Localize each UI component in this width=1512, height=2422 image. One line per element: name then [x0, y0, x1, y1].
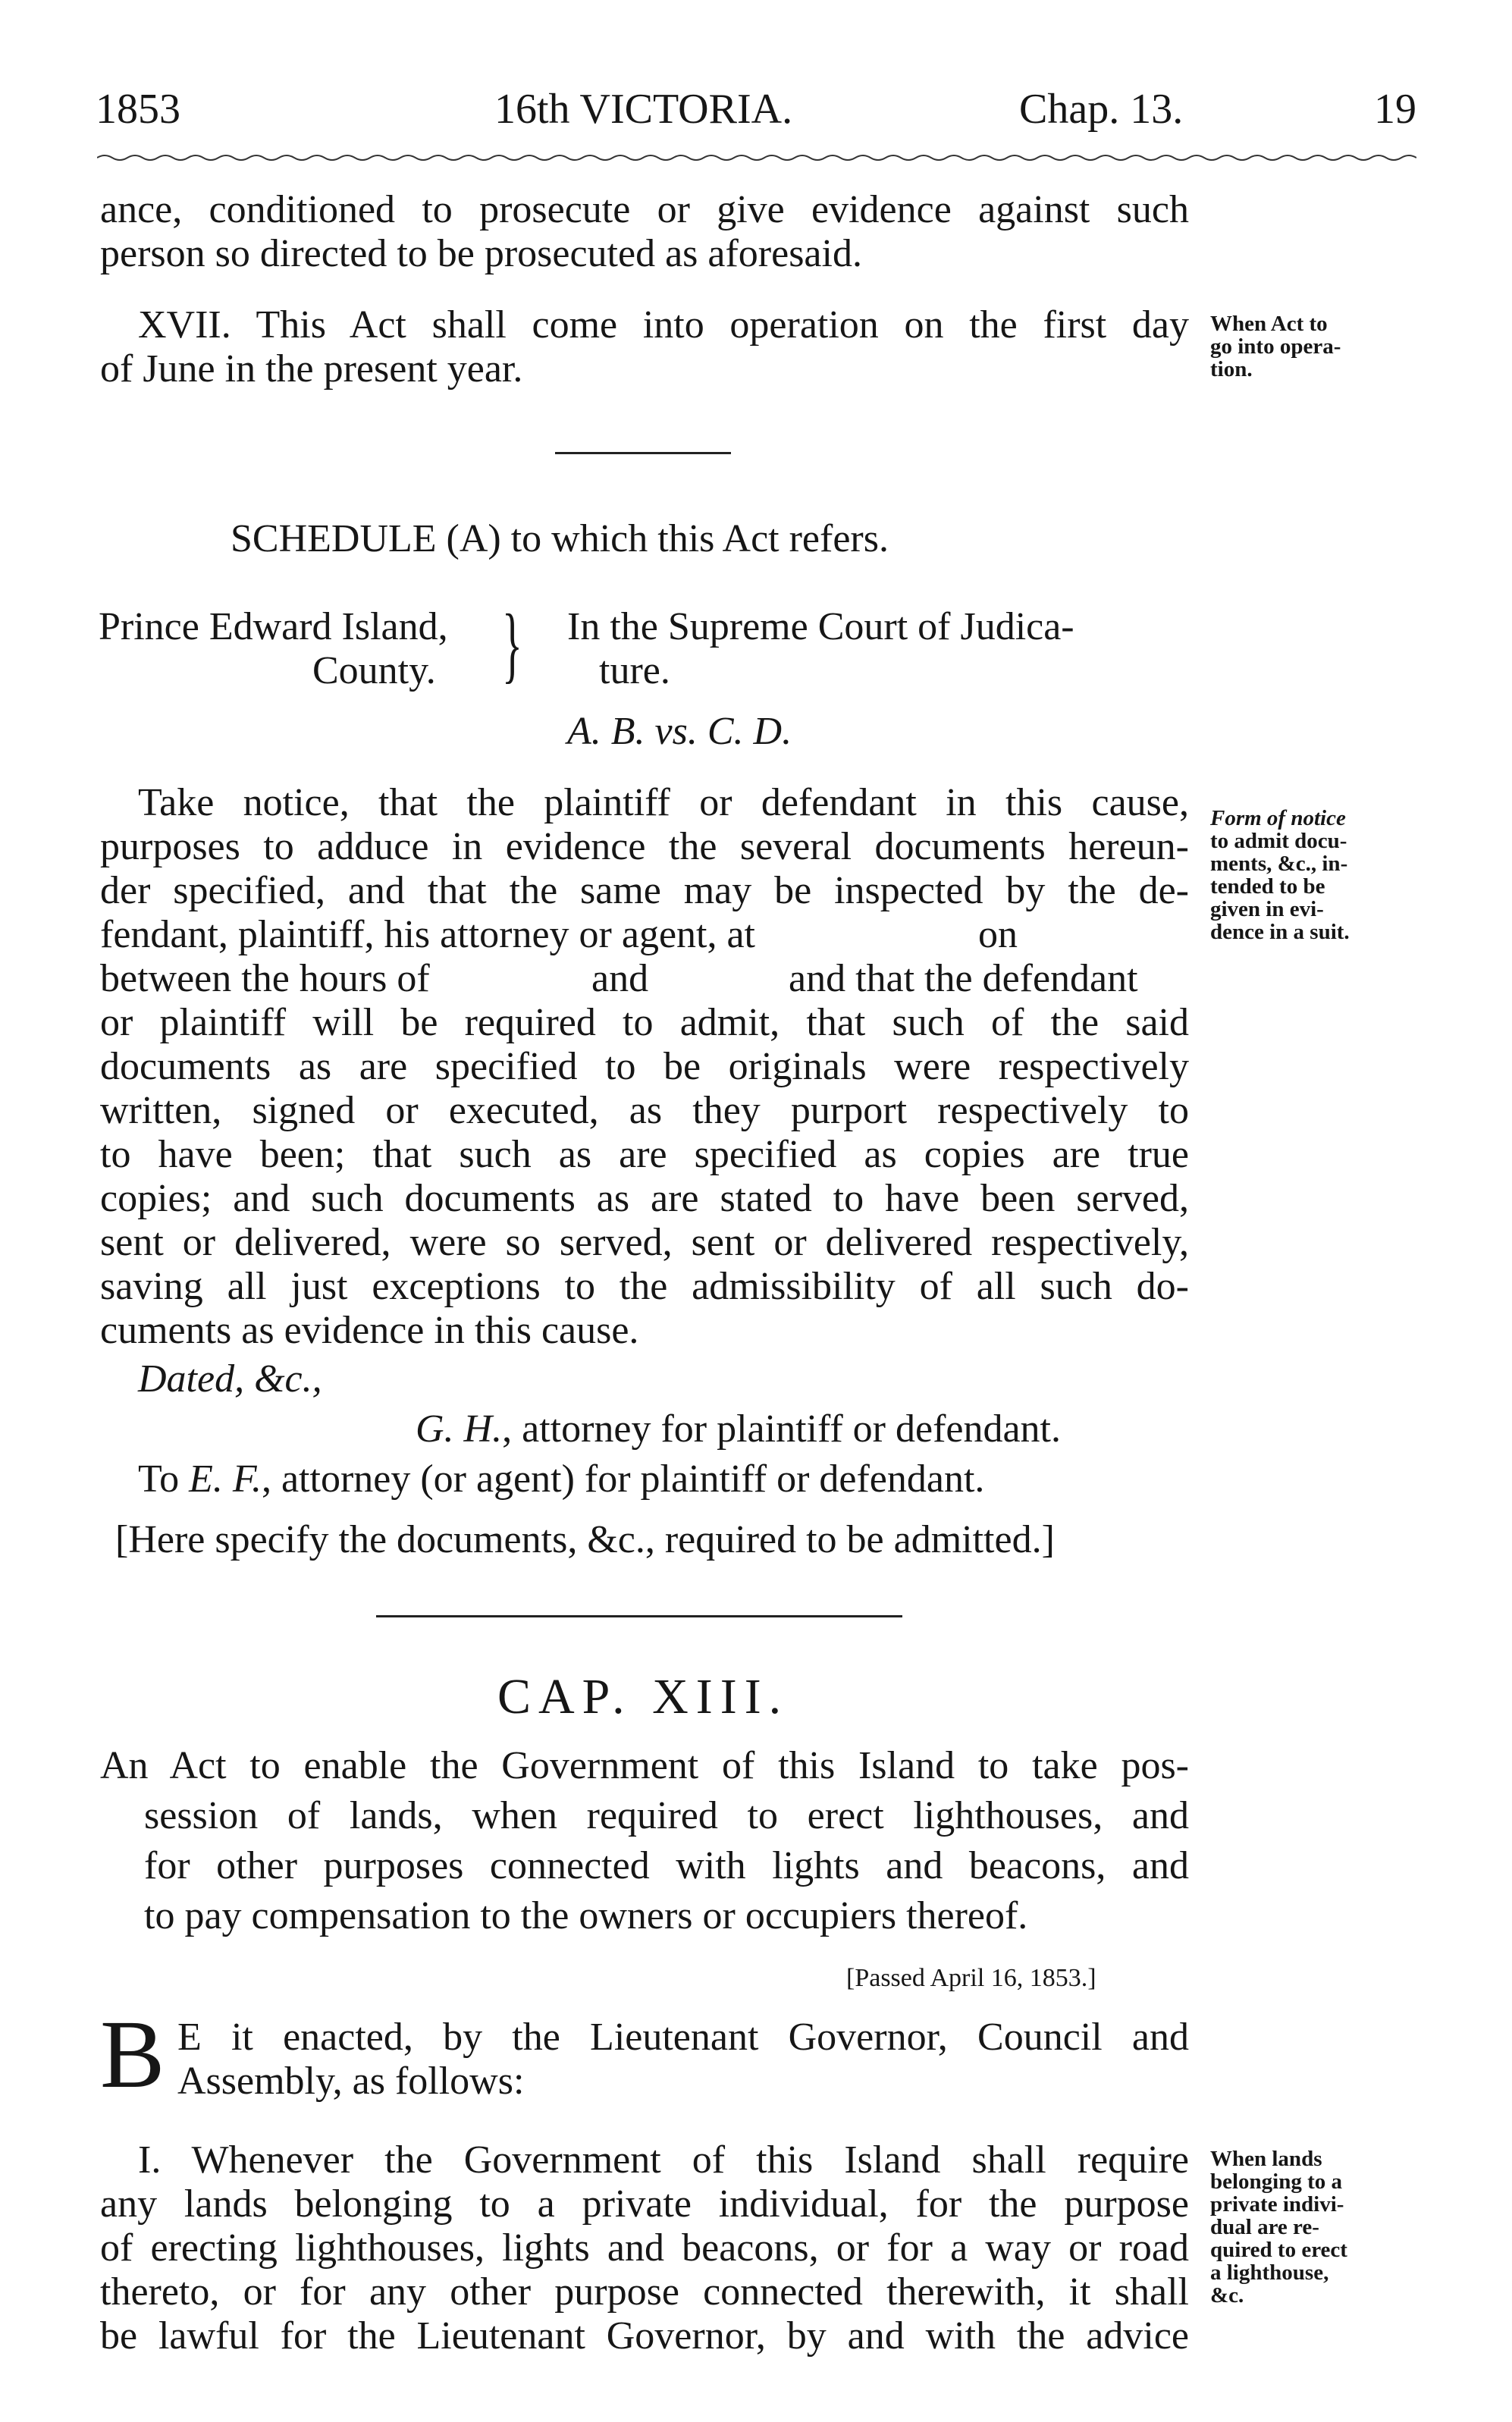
header-wavy-rule [97, 152, 1416, 164]
addressee-line: To E. F., attorney (or agent) for plaintiff or defendant. [138, 1457, 985, 1501]
chapter-title-line: for other purposes connected with lights and beacons, and [144, 1844, 1189, 1887]
notice-line: der specified, and that the same may be inspected by the de- [100, 869, 1189, 912]
section-i-line: I. Whenever the Government of this Island shall require [138, 2138, 1189, 2182]
notice-line: or plaintiff will be required to admit, that such of the said [100, 1001, 1189, 1044]
notice-line-blank-and: and [591, 957, 649, 1000]
notice-line: written, signed or executed, as they purport respectively to [100, 1089, 1189, 1132]
chapter-title-line: An Act to enable the Government of this Island to take pos- [100, 1744, 1189, 1787]
chapter-title-line: to pay compensation to the owners or occupiers thereof. [144, 1894, 1028, 1937]
chapter-heading: CAP. XIII. [497, 1669, 789, 1724]
section-xvii-line-2: of June in the present year. [100, 347, 523, 391]
venue-brace: } [502, 598, 522, 692]
instruction-line: [Here specify the documents, &c., required to be admitted.] [115, 1518, 1055, 1561]
dated-line: Dated, &c., [138, 1357, 322, 1401]
venue-county: County. [312, 649, 436, 692]
enacting-drop-cap: B [100, 2000, 165, 2108]
section-divider [376, 1615, 902, 1617]
notice-line: sent or delivered, were so served, sent or delivered respectively, [100, 1221, 1189, 1264]
notice-line: purposes to adduce in evidence the several documents hereun- [100, 825, 1189, 868]
notice-line: documents as are specified to be originals were respectively [100, 1045, 1189, 1088]
notice-line-blank-on: on [978, 913, 1018, 956]
continuation-line-2: person so directed to be prosecuted as aforesaid. [100, 232, 862, 275]
venue-court: In the Supreme Court of Judica- [567, 605, 1074, 648]
enacting-line-2: Assembly, as follows: [177, 2060, 525, 2103]
venue-province: Prince Edward Island, [99, 605, 448, 648]
header-page-number: 19 [1374, 86, 1416, 133]
notice-line: fendant, plaintiff, his attorney or agent, at [100, 913, 755, 956]
section-i-line: of erecting lighthouses, lights and beacons, or for a way or road [100, 2226, 1189, 2270]
header-year: 1853 [96, 86, 180, 133]
header-reign: 16th VICTORIA. [494, 86, 793, 133]
notice-line: between the hours of [100, 957, 430, 1000]
section-i-line: any lands belonging to a private individual, for the purpose [100, 2182, 1189, 2226]
continuation-line-1: ance, conditioned to prosecute or give evidence against such [100, 188, 1189, 231]
short-divider [555, 452, 731, 454]
signature-line: G. H., attorney for plaintiff or defendant. [416, 1407, 1061, 1451]
section-i-line: be lawful for the Lieutenant Governor, by and with the advice [100, 2314, 1189, 2358]
notice-line: Take notice, that the plaintiff or defendant in this cause, [138, 781, 1189, 824]
passed-date: [Passed April 16, 1853.] [846, 1964, 1096, 1992]
notice-line: saving all just exceptions to the admissibility of all such do- [100, 1265, 1189, 1308]
header-chapter: Chap. 13. [1019, 86, 1184, 133]
notice-line: cuments as evidence in this cause. [100, 1309, 639, 1352]
notice-line: to have been; that such as are specified as copies are true [100, 1133, 1189, 1176]
enacting-line-1: E it enacted, by the Lieutenant Governor, Council and [177, 2016, 1189, 2059]
schedule-title: SCHEDULE (A) to which this Act refers. [231, 517, 889, 560]
margin-note-xvii: When Act to go into opera- tion. [1210, 312, 1341, 381]
section-i-line: thereto, or for any other purpose connected therewith, it shall [100, 2270, 1189, 2314]
venue-court-cont: ture. [599, 649, 670, 692]
margin-note-section-i: When lands belonging to a private indivi- dual are re- quired to erect a lighthouse, &c. [1210, 2147, 1347, 2307]
margin-note-form-of-notice: Form of notice to admit docu- ments, &c., in- tended to be given in evi- dence in a suit. [1210, 806, 1350, 944]
case-name: A. B. vs. C. D. [567, 710, 792, 753]
chapter-title-line: session of lands, when required to erect lighthouses, and [144, 1794, 1189, 1837]
section-xvii-line-1: XVII. This Act shall come into operation on the first day [138, 303, 1189, 347]
notice-line: copies; and such documents as are stated to have been served, [100, 1177, 1189, 1220]
notice-line: and that the defendant [789, 957, 1138, 1000]
